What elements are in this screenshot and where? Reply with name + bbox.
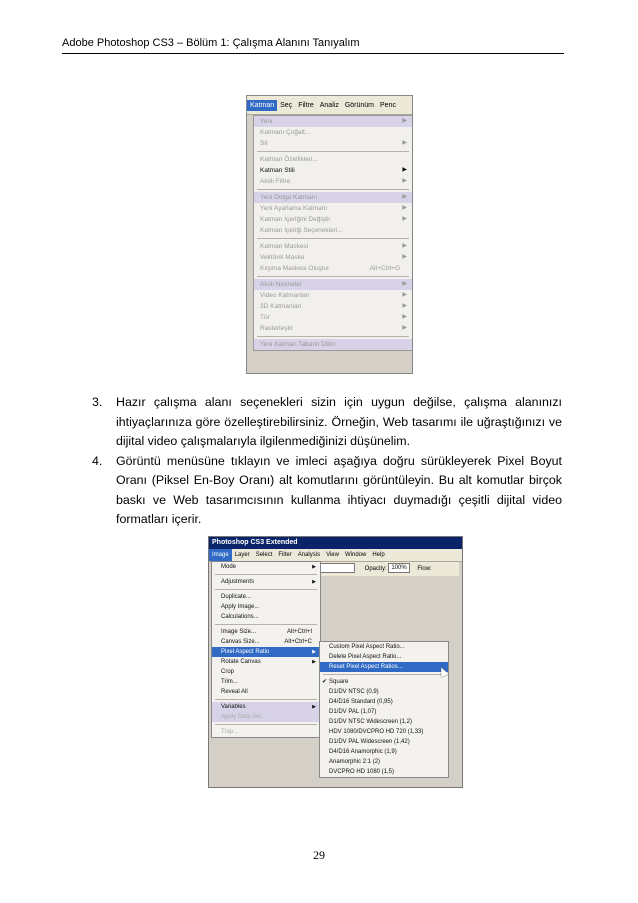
menu-item[interactable] bbox=[254, 290, 412, 301]
submenu-item[interactable] bbox=[320, 697, 448, 707]
menu-item[interactable] bbox=[212, 562, 320, 572]
submenu-item[interactable] bbox=[320, 707, 448, 717]
menu-item-label: Katman Maskesi bbox=[260, 243, 309, 250]
menu-item-label: Vektörel Maske bbox=[260, 254, 305, 261]
submenu-item-label: D4/D16 Anamorphic (1,9) bbox=[329, 749, 397, 755]
menu-item-label: Tür bbox=[260, 314, 270, 321]
submenu-item[interactable] bbox=[320, 717, 448, 727]
menu-item[interactable] bbox=[254, 192, 412, 203]
submenu-arrow-icon: ▶ bbox=[402, 243, 407, 249]
menubar-item-1[interactable]: Katman bbox=[247, 100, 277, 111]
menu-item-label: Apply Image... bbox=[221, 604, 260, 610]
submenu-arrow-icon: ▶ bbox=[402, 281, 407, 287]
menu-item-label: Sil bbox=[260, 140, 268, 147]
submenu-item-label: D1/DV PAL Widescreen (1,42) bbox=[329, 739, 410, 745]
menu-item-label: Duplicate... bbox=[221, 594, 252, 600]
app-title: Photoshop CS3 Extended bbox=[209, 537, 462, 549]
menu-separator bbox=[257, 336, 409, 337]
menu-item[interactable] bbox=[212, 657, 320, 667]
menu-item-label: Katmanı Çoğalt... bbox=[260, 129, 311, 136]
submenu-arrow-icon: ▶ bbox=[312, 579, 316, 585]
instruction-list bbox=[92, 393, 562, 530]
submenu-item-label: HDV 1080/DVCPRO HD 720 (1,33) bbox=[329, 729, 424, 735]
menu-item-label: Mode bbox=[221, 564, 237, 570]
submenu-item[interactable] bbox=[320, 767, 448, 777]
submenu-arrow-icon: ▶ bbox=[402, 325, 407, 331]
menu-item-shortcut: Alt+Ctrl+I bbox=[286, 629, 312, 635]
menu-item-label: Akıllı Filtre bbox=[260, 178, 291, 185]
submenu-item[interactable] bbox=[320, 677, 448, 687]
list-item bbox=[92, 452, 562, 530]
menu-item[interactable] bbox=[212, 712, 320, 722]
submenu-arrow-icon: ▶ bbox=[402, 194, 407, 200]
submenu-item[interactable] bbox=[320, 747, 448, 757]
menu-item-label: Yeni Katman Tabanlı Dilim bbox=[260, 341, 336, 348]
submenu-item[interactable] bbox=[320, 652, 448, 662]
submenu-item-label: Custom Pixel Aspect Ratio... bbox=[329, 644, 405, 650]
menu-item-label: Katman İçeriğini Değiştir bbox=[260, 216, 331, 223]
menu-item[interactable] bbox=[212, 727, 320, 737]
menu-item-label: Apply Data Set... bbox=[221, 714, 267, 720]
image-menu-screenshot bbox=[208, 536, 463, 788]
menubar-item-7[interactable]: Window bbox=[344, 552, 367, 558]
submenu-arrow-icon: ▶ bbox=[402, 254, 407, 260]
menu-item[interactable] bbox=[212, 637, 320, 647]
menu-item[interactable] bbox=[212, 677, 320, 687]
menu-item-label: Crop bbox=[221, 669, 235, 675]
submenu-item[interactable] bbox=[320, 727, 448, 737]
menu-separator bbox=[257, 151, 409, 152]
image-menu-dropdown bbox=[211, 561, 321, 738]
menu-item-label: Kırpma Maskesi Oluştur bbox=[260, 265, 330, 272]
submenu-item[interactable] bbox=[320, 757, 448, 767]
menu-separator bbox=[257, 276, 409, 277]
menu-item[interactable] bbox=[212, 602, 320, 612]
list-item-number: 3. bbox=[92, 395, 103, 409]
submenu-item-label: DVCPRO HD 1080 (1,5) bbox=[329, 769, 395, 775]
submenu-arrow-icon: ▶ bbox=[402, 205, 407, 211]
submenu-item[interactable] bbox=[320, 642, 448, 652]
menu-item[interactable] bbox=[254, 154, 412, 165]
layer-menu-dropdown bbox=[253, 115, 413, 351]
menu-item[interactable] bbox=[212, 702, 320, 712]
submenu-arrow-icon: ▶ bbox=[312, 564, 316, 570]
menu-item[interactable] bbox=[212, 592, 320, 602]
submenu-arrow-icon: ▶ bbox=[402, 167, 407, 173]
menu-item-label: Rasterleştir bbox=[260, 325, 293, 332]
submenu-item-label: Reset Pixel Aspect Ratios... bbox=[329, 664, 403, 670]
menubar-item-6[interactable]: View bbox=[326, 552, 339, 558]
pixel-aspect-ratio-submenu bbox=[319, 641, 449, 778]
menu-item-label: Video Katmanları bbox=[260, 292, 310, 299]
list-item-text: Görüntü menüsüne tıklayın ve imleci aşağıya doğru sürükleyerek Pixel Boyut Oranı (Piksel En-Boy Oranı) alt komutlarını görüntüleyin. Bu alt komutlar birçok baskı ve Web tasarımcısının kullanma ihtiyacı duymadığı çeşitli dijital video formatları içerir. bbox=[116, 453, 562, 526]
submenu-arrow-icon: ▶ bbox=[312, 649, 316, 655]
menu-item[interactable] bbox=[254, 165, 412, 176]
submenu-arrow-icon: ▶ bbox=[402, 314, 407, 320]
menu-item[interactable] bbox=[254, 241, 412, 252]
menu-separator bbox=[215, 574, 317, 575]
submenu-arrow-icon: ▶ bbox=[402, 140, 407, 146]
list-item-text: Hazır çalışma alanı seçenekleri sizin için uygun değilse, çalışma alanınızı ihtiyaçlarınıza göre özelleştirebilirsiniz. Örneğin, Web tasarımı ile uğraştığınızı ve dijital video çalışmalarıyla ilgilenmediğinizi düşünelim. bbox=[116, 395, 562, 448]
menu-item-label: Trim... bbox=[221, 679, 238, 685]
menu-item-label: Calculations... bbox=[221, 614, 259, 620]
menu-item-label: Trap... bbox=[221, 729, 239, 735]
menubar-item-2[interactable]: Layer bbox=[234, 552, 250, 558]
menu-item-label: Katman Özellikleri... bbox=[260, 156, 318, 163]
menubar-item-3[interactable]: Filtre bbox=[298, 101, 314, 109]
menubar-item-2[interactable]: Seç bbox=[280, 101, 293, 109]
options-bar bbox=[319, 562, 459, 576]
submenu-item[interactable] bbox=[320, 687, 448, 697]
submenu-item[interactable] bbox=[320, 662, 448, 672]
menu-item[interactable] bbox=[254, 225, 412, 236]
menu-item-label: Yeni bbox=[260, 118, 273, 125]
menu-item[interactable] bbox=[254, 279, 412, 290]
menu-item[interactable] bbox=[212, 612, 320, 622]
menubar-item-1[interactable]: Image bbox=[209, 549, 232, 561]
list-item bbox=[92, 393, 562, 452]
menu-item-label: Variables bbox=[221, 704, 246, 710]
menu-item-label: Rotate Canvas bbox=[221, 659, 261, 665]
menu-item-shortcut: Alt+Ctrl+G bbox=[369, 265, 400, 272]
menu-item-label: Yeni Ayarlama Katmanı bbox=[260, 205, 328, 212]
menu-item-label: Katman İçeriği Seçenekleri... bbox=[260, 227, 343, 234]
opacity-label: Opacity: bbox=[364, 566, 387, 572]
submenu-arrow-icon: ▶ bbox=[402, 118, 407, 124]
submenu-arrow-icon: ▶ bbox=[402, 216, 407, 222]
submenu-item-label: D1/DV NTSC Widescreen (1,2) bbox=[329, 719, 413, 725]
menu-item[interactable] bbox=[254, 339, 412, 350]
submenu-item[interactable] bbox=[320, 737, 448, 747]
menubar-item-5[interactable]: Analysis bbox=[297, 552, 321, 558]
menu-item-label: Akıllı Nesneler bbox=[260, 281, 302, 288]
menubar-item-4[interactable]: Analiz bbox=[319, 101, 339, 109]
page-number: 29 bbox=[313, 848, 325, 862]
menubar-item-4[interactable]: Filter bbox=[278, 552, 292, 558]
menu-item[interactable] bbox=[212, 687, 320, 697]
brush-dropdown[interactable] bbox=[319, 563, 355, 573]
list-item-number: 4. bbox=[92, 453, 103, 468]
menubar-item-5[interactable]: Görünüm bbox=[344, 101, 375, 109]
submenu-item-label: D1/DV NTSC (0,9) bbox=[329, 689, 379, 695]
submenu-item-label: Anamorphic 2:1 (2) bbox=[329, 759, 381, 765]
opacity-field[interactable]: 100% bbox=[388, 563, 409, 573]
menu-item[interactable] bbox=[254, 116, 412, 127]
menu-item[interactable] bbox=[212, 647, 320, 657]
menubar-item-3[interactable]: Select bbox=[255, 552, 273, 558]
menu-separator bbox=[323, 674, 445, 675]
menu-item[interactable] bbox=[254, 176, 412, 187]
menu-separator bbox=[215, 699, 317, 700]
menu-item[interactable] bbox=[212, 627, 320, 637]
menu-item[interactable] bbox=[254, 138, 412, 149]
menu-separator bbox=[215, 624, 317, 625]
menu-item[interactable] bbox=[254, 214, 412, 225]
menu-separator bbox=[257, 238, 409, 239]
submenu-item-label: Square bbox=[329, 679, 349, 685]
menu-item-label: Image Size... bbox=[221, 629, 257, 635]
menu-item[interactable] bbox=[212, 577, 320, 587]
submenu-arrow-icon: ▶ bbox=[402, 303, 407, 309]
menu-item-shortcut: Alt+Ctrl+C bbox=[284, 639, 312, 645]
menu-separator bbox=[215, 589, 317, 590]
menu-item[interactable] bbox=[254, 203, 412, 214]
flow-label: Flow: bbox=[417, 566, 432, 572]
submenu-arrow-icon: ▶ bbox=[312, 704, 316, 710]
menu-separator bbox=[257, 189, 409, 190]
menu-item[interactable] bbox=[254, 263, 412, 274]
menu-item[interactable] bbox=[254, 252, 412, 263]
menu-item[interactable] bbox=[254, 312, 412, 323]
menu-item-label: Pixel Aspect Ratio bbox=[221, 649, 270, 655]
submenu-arrow-icon: ▶ bbox=[402, 178, 407, 184]
menu-separator bbox=[215, 724, 317, 725]
submenu-arrow-icon: ▶ bbox=[312, 659, 316, 665]
layer-menu-screenshot bbox=[246, 95, 413, 374]
submenu-item-label: D1/DV PAL (1,07) bbox=[329, 709, 377, 715]
checkmark-icon: ✔ bbox=[322, 679, 328, 685]
submenu-item-label: D4/D16 Standard (0,95) bbox=[329, 699, 393, 705]
menu-item-label: 3D Katmanları bbox=[260, 303, 302, 310]
menubar-item-6[interactable]: Penc bbox=[380, 101, 396, 109]
running-header: Adobe Photoshop CS3 – Bölüm 1: Çalışma Alanını Tanıyalım bbox=[62, 37, 564, 54]
menu-item-label: Canvas Size... bbox=[221, 639, 260, 645]
menubar-item-8[interactable]: Help bbox=[372, 552, 385, 558]
menu-item-label: Adjustments bbox=[221, 579, 255, 585]
menu-item[interactable] bbox=[254, 301, 412, 312]
menu-item-label: Yeni Dolgu Katmanı bbox=[260, 194, 318, 201]
menu-item[interactable] bbox=[254, 323, 412, 334]
screenshot1-menubar bbox=[247, 96, 412, 115]
menu-item-label: Katman Stili bbox=[260, 167, 295, 174]
menu-item[interactable] bbox=[212, 667, 320, 677]
menu-item-label: Reveal All bbox=[221, 689, 248, 695]
submenu-item-label: Delete Pixel Aspect Ratio... bbox=[329, 654, 402, 660]
menu-item[interactable] bbox=[254, 127, 412, 138]
submenu-arrow-icon: ▶ bbox=[402, 292, 407, 298]
